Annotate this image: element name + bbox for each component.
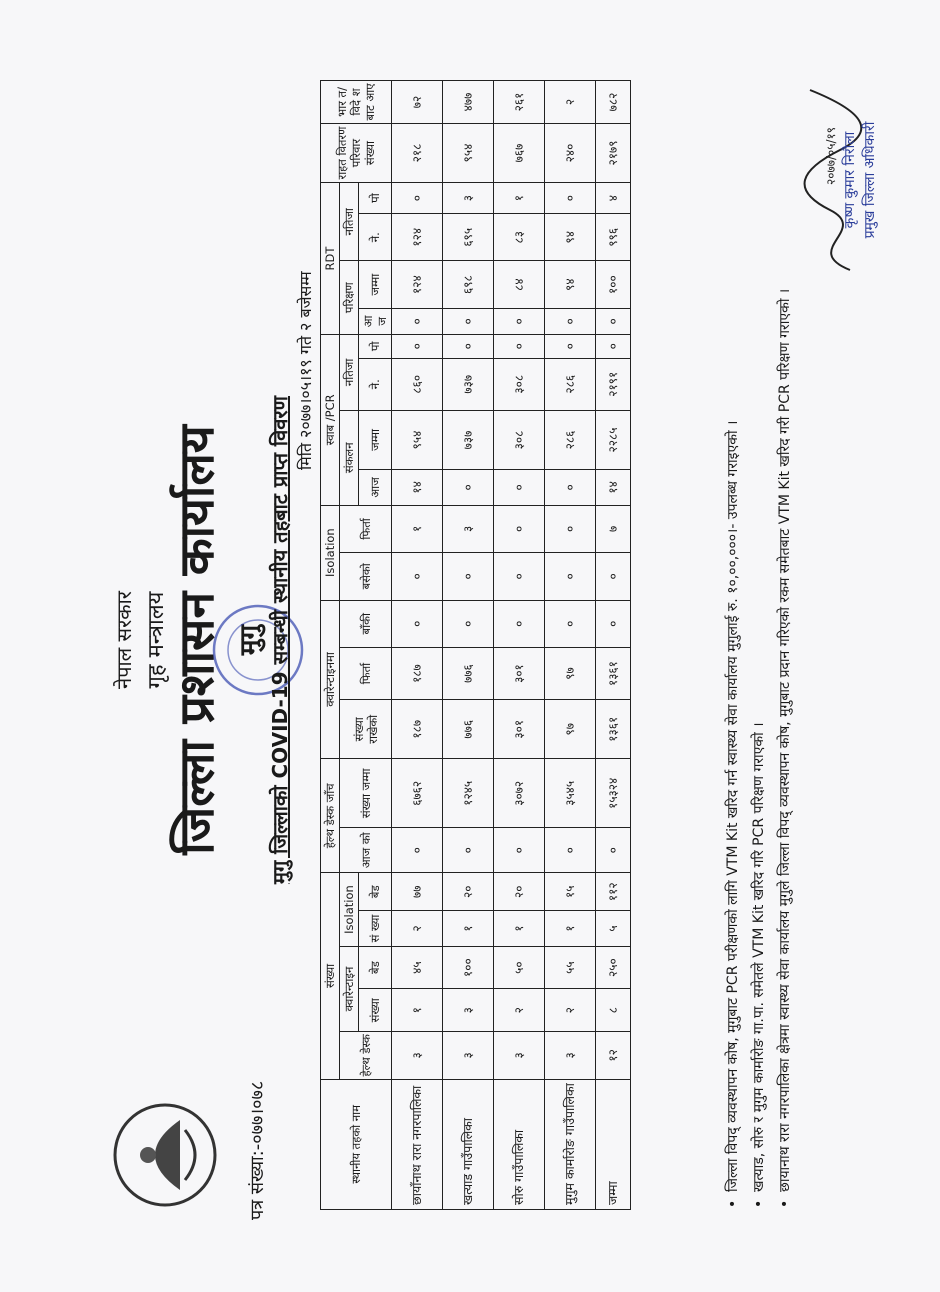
office-title: जिल्ला प्रशासन कार्यालय bbox=[169, 425, 225, 855]
cell-rdt-today: ० bbox=[596, 308, 631, 334]
cell-sw-today: १४ bbox=[392, 470, 443, 506]
cell-rdt-pos: ० bbox=[392, 183, 443, 214]
cell-sw-pos: ० bbox=[545, 334, 596, 358]
officer-name: कृष्ण कुमार निरौला bbox=[842, 131, 858, 229]
cell-sw-neg: ७३७ bbox=[443, 358, 494, 410]
cell-i-bed: १५ bbox=[545, 873, 596, 911]
cell-hd: १२ bbox=[596, 1032, 631, 1079]
document-subject: मुगु जिल्लाको COVID-19 सम्बन्धी स्थानीय तहबाट प्राप्त विवरण bbox=[268, 396, 292, 885]
cell-qs-kept: १३६१ bbox=[596, 700, 631, 759]
cell-i-num: १ bbox=[545, 911, 596, 947]
cell-q-num: २ bbox=[545, 989, 596, 1032]
cell-iso-ret: ० bbox=[545, 505, 596, 552]
cell-sw-pos: ० bbox=[443, 334, 494, 358]
col-isolation: Isolation bbox=[340, 873, 359, 947]
cell-rdt-neg: ९४ bbox=[545, 214, 596, 261]
table-row bbox=[596, 81, 631, 1210]
cell-i-num: १ bbox=[443, 911, 494, 947]
cell-qs-rem: ० bbox=[596, 600, 631, 647]
district-name: मुगु bbox=[235, 624, 265, 656]
cell-hdc-today: ० bbox=[392, 828, 443, 873]
cell-iso-ret: ७ bbox=[596, 505, 631, 552]
cell-qs-kept: ९७ bbox=[545, 700, 596, 759]
cell-rdt-today: ० bbox=[392, 308, 443, 334]
cell-q-bed: १०० bbox=[443, 946, 494, 989]
cell-hdc-today: ० bbox=[443, 828, 494, 873]
cell-qs-ret: १३६१ bbox=[596, 647, 631, 699]
cell-q-bed: ५५ bbox=[545, 946, 596, 989]
cell-iso-stay: ० bbox=[494, 553, 545, 600]
table-row bbox=[494, 81, 545, 1210]
cell-i-bed: ७७ bbox=[392, 873, 443, 911]
col-qs-kept: संख्या राखेको bbox=[340, 700, 392, 759]
cell-hd: ३ bbox=[545, 1032, 596, 1079]
cell-rdt-today: ० bbox=[443, 308, 494, 334]
cell-i-bed: ११२ bbox=[596, 873, 631, 911]
cell-qs-ret: ३०१ bbox=[494, 647, 545, 699]
cell-sw-total: २२८५ bbox=[596, 410, 631, 469]
cell-sw-pos: ० bbox=[494, 334, 545, 358]
cell-i-num: १ bbox=[494, 911, 545, 947]
cell-local-level-name: जम्मा bbox=[596, 1079, 631, 1209]
cell-hdc-total: ३५४५ bbox=[545, 759, 596, 828]
government-name: नेपाल सरकार bbox=[112, 591, 136, 689]
cell-abroad: २ bbox=[545, 81, 596, 124]
cell-qs-rem: ० bbox=[545, 600, 596, 647]
col-rdt-today: आ ज bbox=[359, 308, 392, 334]
cell-sw-neg: २१९१ bbox=[596, 358, 631, 410]
cell-abroad: ४७७ bbox=[443, 81, 494, 124]
cell-rdt-pos: ४ bbox=[596, 183, 631, 214]
cell-local-level-name: छायाँनाथ रारा नगरपालिका bbox=[392, 1079, 443, 1209]
cell-qs-rem: ० bbox=[494, 600, 545, 647]
cell-hdc-today: ० bbox=[494, 828, 545, 873]
cell-relief: ९५४ bbox=[443, 123, 494, 182]
cell-abroad: ७८२ bbox=[596, 81, 631, 124]
cell-rdt-total: १२४ bbox=[392, 261, 443, 308]
cell-sw-total: २८६ bbox=[545, 410, 596, 469]
cell-rdt-total: ६९८ bbox=[443, 261, 494, 308]
cell-sw-today: १४ bbox=[596, 470, 631, 506]
col-rdt: RDT bbox=[321, 183, 340, 335]
cell-i-num: ५ bbox=[596, 911, 631, 947]
cell-iso-stay: ० bbox=[443, 553, 494, 600]
cell-q-num: १ bbox=[392, 989, 443, 1032]
col-iso-returned: फिर्ता bbox=[340, 505, 392, 552]
cell-iso-ret: ३ bbox=[443, 505, 494, 552]
cell-abroad: ७२ bbox=[392, 81, 443, 124]
cell-sw-total: ३०८ bbox=[494, 410, 545, 469]
date-line: मिति २०७७।०५।१९ गते २ बजेसम्म bbox=[296, 271, 315, 470]
cell-qs-kept: १८७ bbox=[392, 700, 443, 759]
col-iso-staying: बसेको bbox=[340, 553, 392, 600]
cell-q-bed: ४५ bbox=[392, 946, 443, 989]
col-relief: राहत वितरण परिवार संख्या bbox=[321, 123, 392, 182]
col-rdt-test: परिक्षण bbox=[340, 261, 359, 335]
cell-qs-kept: ३०१ bbox=[494, 700, 545, 759]
col-sw-negative: ने. bbox=[359, 358, 392, 410]
cell-qs-ret: ७७६ bbox=[443, 647, 494, 699]
cell-hd: ३ bbox=[443, 1032, 494, 1079]
cell-rdt-total: ८४ bbox=[494, 261, 545, 308]
col-hdc-today: आज को bbox=[340, 828, 392, 873]
cell-i-bed: २० bbox=[443, 873, 494, 911]
cell-rdt-neg: ८३ bbox=[494, 214, 545, 261]
cell-rdt-pos: ० bbox=[545, 183, 596, 214]
cell-qs-kept: ७७६ bbox=[443, 700, 494, 759]
cell-hdc-today: ० bbox=[596, 828, 631, 873]
col-quarantine: क्वारेन्टाइन bbox=[340, 946, 359, 1031]
col-from-abroad: भार त/ विदे श बाट आए bbox=[321, 81, 392, 124]
cell-q-num: २ bbox=[494, 989, 545, 1032]
col-q-bed: बेड bbox=[359, 946, 392, 989]
note-item: • छायानाथ रारा नगरपालिका क्षेत्रमा स्वास्थ्य सेवा कार्यालय मुगुले जिल्ला विपद् व्यवस्थापन कोष, मुगुबाट प्रदान गरिएको रकम समेतबाट VTM Kit खरिद गरी PCR परिक्षण गराएको । bbox=[772, 80, 798, 1210]
col-sankhya: संख्या bbox=[321, 873, 340, 1079]
col-sw-collection: संकलन bbox=[340, 410, 359, 505]
cell-iso-stay: ० bbox=[596, 553, 631, 600]
cell-sw-neg: ३०८ bbox=[494, 358, 545, 410]
cell-i-num: २ bbox=[392, 911, 443, 947]
cell-relief: २४० bbox=[545, 123, 596, 182]
col-sw-total: जम्मा bbox=[359, 410, 392, 469]
cell-sw-total: ७३७ bbox=[443, 410, 494, 469]
cell-iso-stay: ० bbox=[392, 553, 443, 600]
note-item: • जिल्ला विपद् व्यवस्थापन कोष, मुगुबाट PCR परीक्षणको लागि VTM Kit खरिद गर्न स्वास्थ्य सेवा कार्यालय मुगुलाई रु. १०,००,०००।- उपलब्ध गराइएको । bbox=[720, 80, 746, 1210]
col-qs-remaining: बाँकी bbox=[340, 600, 392, 647]
cell-iso-stay: ० bbox=[545, 553, 596, 600]
cell-rdt-neg: ९९६ bbox=[596, 214, 631, 261]
cell-local-level-name: सोरु गाउँपालिका bbox=[494, 1079, 545, 1209]
cell-relief: २१७९ bbox=[596, 123, 631, 182]
letter-number: पत्र संख्या:-०७७।०७८ bbox=[247, 1080, 268, 1220]
cell-q-num: ८ bbox=[596, 989, 631, 1032]
note-item: • खत्याड, सोरु र मुगुम कार्मारोङ गा.पा. समेतले VTM Kit खरिद गरि PCR परिक्षण गराएको । bbox=[746, 80, 772, 1210]
cell-sw-neg: २८६ bbox=[545, 358, 596, 410]
col-rdt-result: नतिजा bbox=[340, 183, 359, 261]
cell-iso-ret: १ bbox=[392, 505, 443, 552]
cell-sw-neg: ८६० bbox=[392, 358, 443, 410]
col-isolation-section: Isolation bbox=[321, 505, 340, 600]
col-sw-result: नतिजा bbox=[340, 334, 359, 410]
cell-hdc-total: ३०७२ bbox=[494, 759, 545, 828]
cell-hd: ३ bbox=[392, 1032, 443, 1079]
cell-qs-ret: ९७ bbox=[545, 647, 596, 699]
col-swab-pcr: स्वाब /PCR bbox=[321, 334, 340, 505]
cell-sw-today: ० bbox=[545, 470, 596, 506]
col-hdc-total: संख्या जम्मा bbox=[340, 759, 392, 828]
cell-hdc-total: ६७६२ bbox=[392, 759, 443, 828]
cell-qs-ret: १८७ bbox=[392, 647, 443, 699]
document-sheet bbox=[60, 40, 880, 1240]
col-i-number: सं ख्या bbox=[359, 911, 392, 947]
cell-rdt-neg: १२४ bbox=[392, 214, 443, 261]
col-i-bed: बेड bbox=[359, 873, 392, 911]
cell-sw-today: ० bbox=[443, 470, 494, 506]
col-health-desk-check: हेल्थ डेस्क जाँच bbox=[321, 759, 340, 873]
covid-data-table bbox=[320, 80, 631, 1210]
office-stamp bbox=[208, 600, 308, 700]
cell-rdt-total: १०० bbox=[596, 261, 631, 308]
col-local-level: स्थानीय तहको नाम bbox=[321, 1079, 392, 1209]
col-sw-positive: पो bbox=[359, 334, 392, 358]
cell-sw-today: ० bbox=[494, 470, 545, 506]
cell-rdt-total: ९४ bbox=[545, 261, 596, 308]
cell-i-bed: २० bbox=[494, 873, 545, 911]
cell-rdt-today: ० bbox=[494, 308, 545, 334]
cell-sw-pos: ० bbox=[596, 334, 631, 358]
col-q-number: संख्या bbox=[359, 989, 392, 1032]
cell-local-level-name: खत्याड गाउँपालिका bbox=[443, 1079, 494, 1209]
col-sw-today: आज bbox=[359, 470, 392, 506]
table-row bbox=[545, 81, 596, 1210]
table-row bbox=[443, 81, 494, 1210]
cell-relief: २१८ bbox=[392, 123, 443, 182]
col-rdt-negative: ने. bbox=[359, 214, 392, 261]
cell-hdc-today: ० bbox=[545, 828, 596, 873]
col-rdt-positive: पो bbox=[359, 183, 392, 214]
col-quarantine-section: क्वारेन्टाइनमा bbox=[321, 600, 340, 759]
cell-qs-rem: ० bbox=[392, 600, 443, 647]
cell-sw-total: ९५४ bbox=[392, 410, 443, 469]
cell-q-bed: ५० bbox=[494, 946, 545, 989]
cell-relief: ७६७ bbox=[494, 123, 545, 182]
col-qs-returned: फिर्ता bbox=[340, 647, 392, 699]
cell-sw-pos: ० bbox=[392, 334, 443, 358]
cell-rdt-neg: ६९५ bbox=[443, 214, 494, 261]
cell-q-num: ३ bbox=[443, 989, 494, 1032]
cell-hd: ३ bbox=[494, 1032, 545, 1079]
cell-q-bed: २५० bbox=[596, 946, 631, 989]
signature-date: २०७७/०५/१९ bbox=[824, 126, 838, 185]
cell-rdt-pos: ३ bbox=[443, 183, 494, 214]
col-health-desk: हेल्थ डेस्क bbox=[340, 1032, 392, 1079]
cell-hdc-total: १५३२४ bbox=[596, 759, 631, 828]
table-body bbox=[392, 81, 631, 1210]
ministry-name: गृह मन्त्रालय bbox=[144, 591, 169, 689]
cell-rdt-today: ० bbox=[545, 308, 596, 334]
col-rdt-total: जम्मा bbox=[359, 261, 392, 308]
cell-qs-rem: ० bbox=[443, 600, 494, 647]
officer-title: प्रमुख जिल्ला अधिकारी bbox=[862, 121, 878, 239]
cell-rdt-pos: १ bbox=[494, 183, 545, 214]
cell-iso-ret: ० bbox=[494, 505, 545, 552]
cell-abroad: २६१ bbox=[494, 81, 545, 124]
nepal-emblem-icon bbox=[110, 1100, 220, 1210]
cell-local-level-name: मुगुम कार्मारोङ गाउँपालिका bbox=[545, 1079, 596, 1209]
table-row bbox=[392, 81, 443, 1210]
cell-hdc-total: १२४५ bbox=[443, 759, 494, 828]
